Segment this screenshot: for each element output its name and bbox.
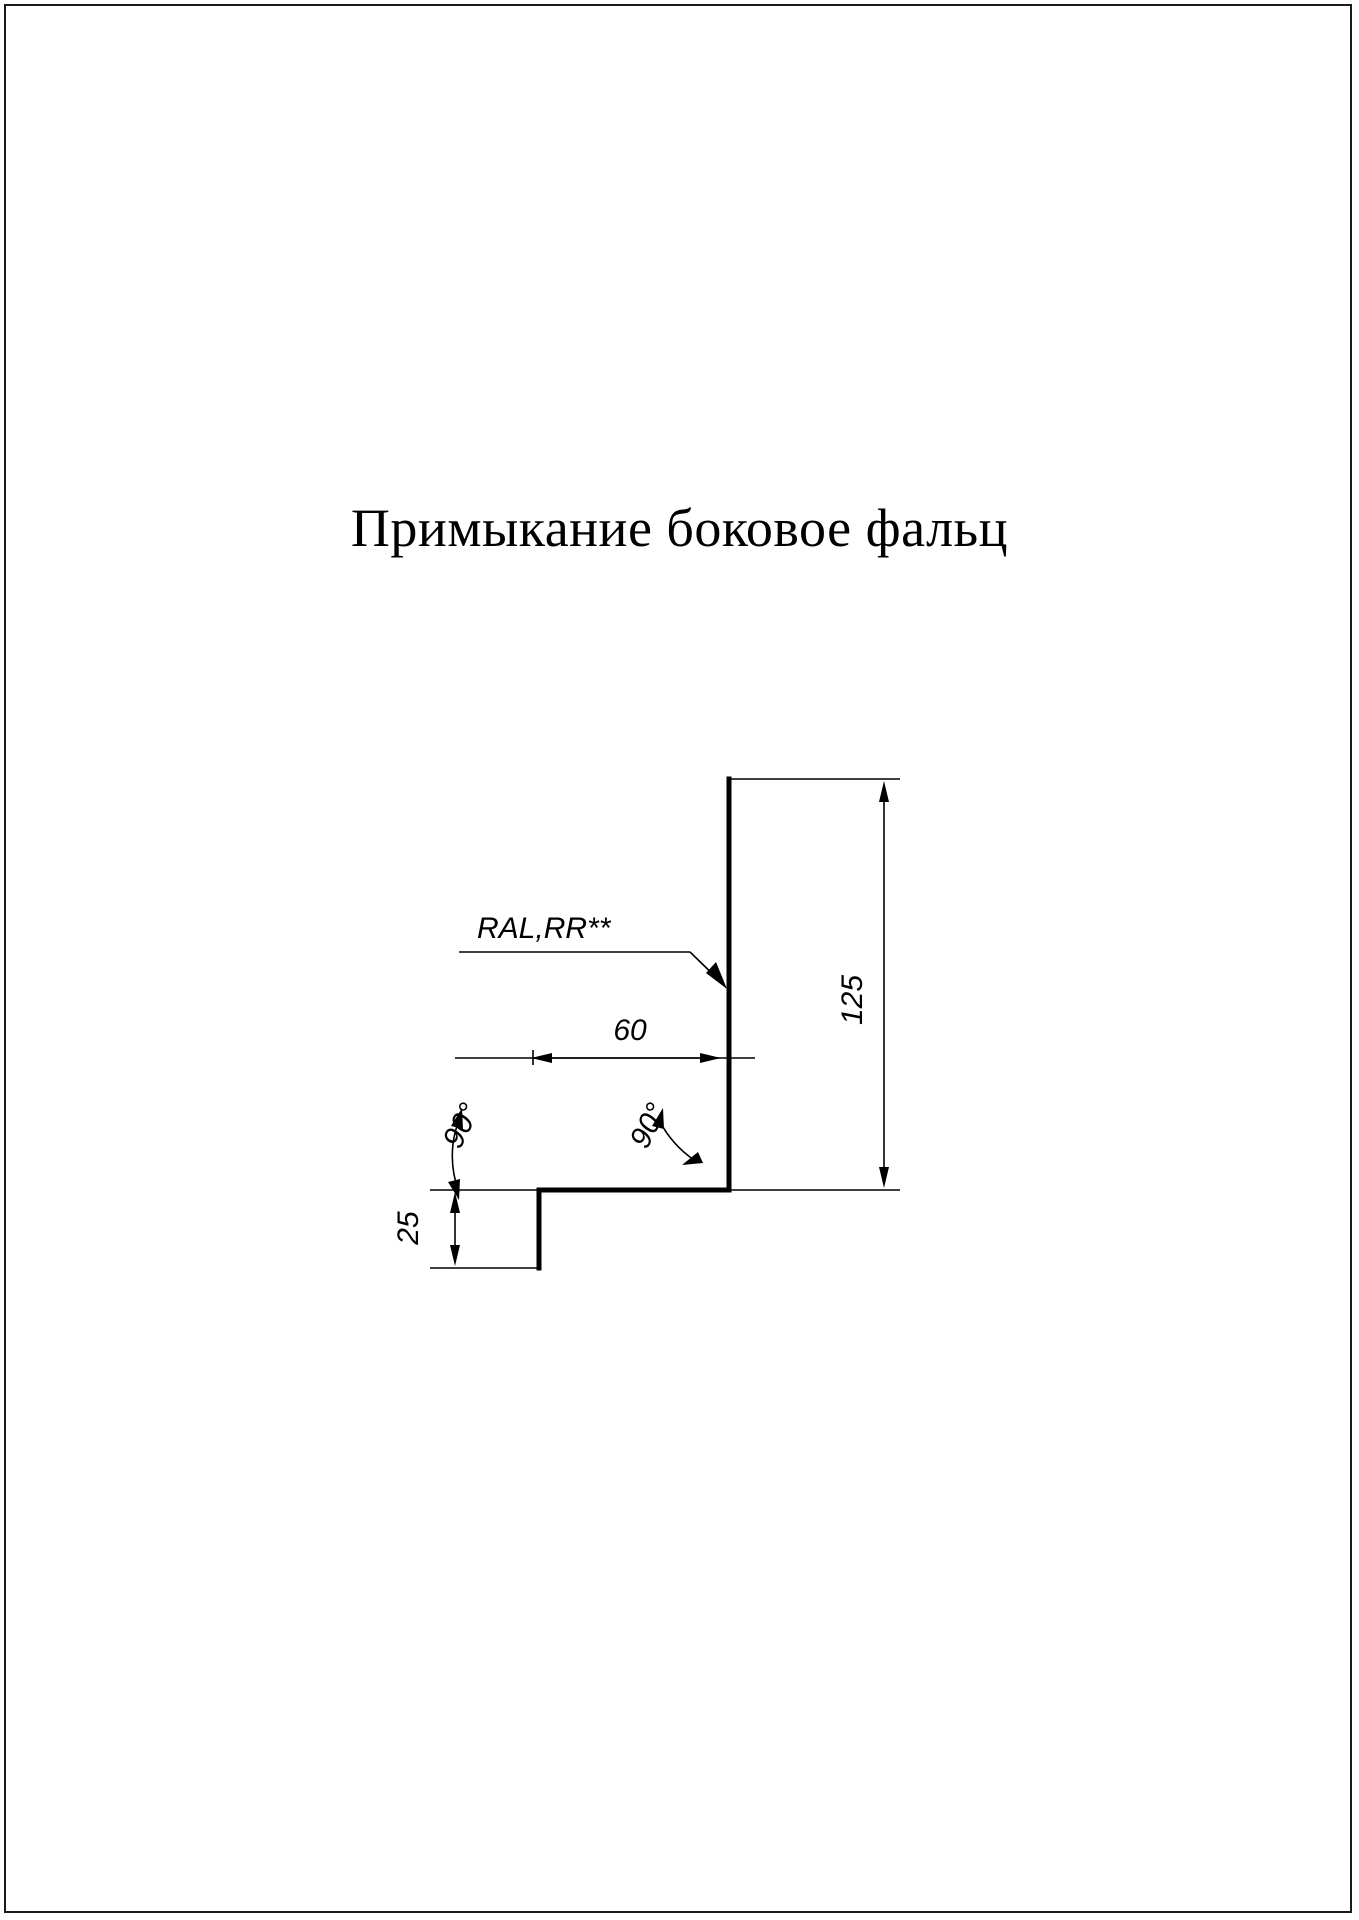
label-dim-25: 25: [392, 1211, 425, 1245]
dimension-labels: [392, 912, 869, 1246]
page-title: Примыкание боковое фальц: [350, 498, 1009, 558]
label-material: RAL,RR**: [477, 912, 611, 945]
label-dim-60: 60: [613, 1014, 647, 1047]
dimension-lines: [430, 779, 900, 1268]
label-angle-left: 90°: [436, 1097, 487, 1154]
label-dim-125: 125: [836, 974, 869, 1026]
label-angle-right: 90°: [623, 1097, 674, 1154]
dimension-arrowheads: [448, 781, 889, 1266]
